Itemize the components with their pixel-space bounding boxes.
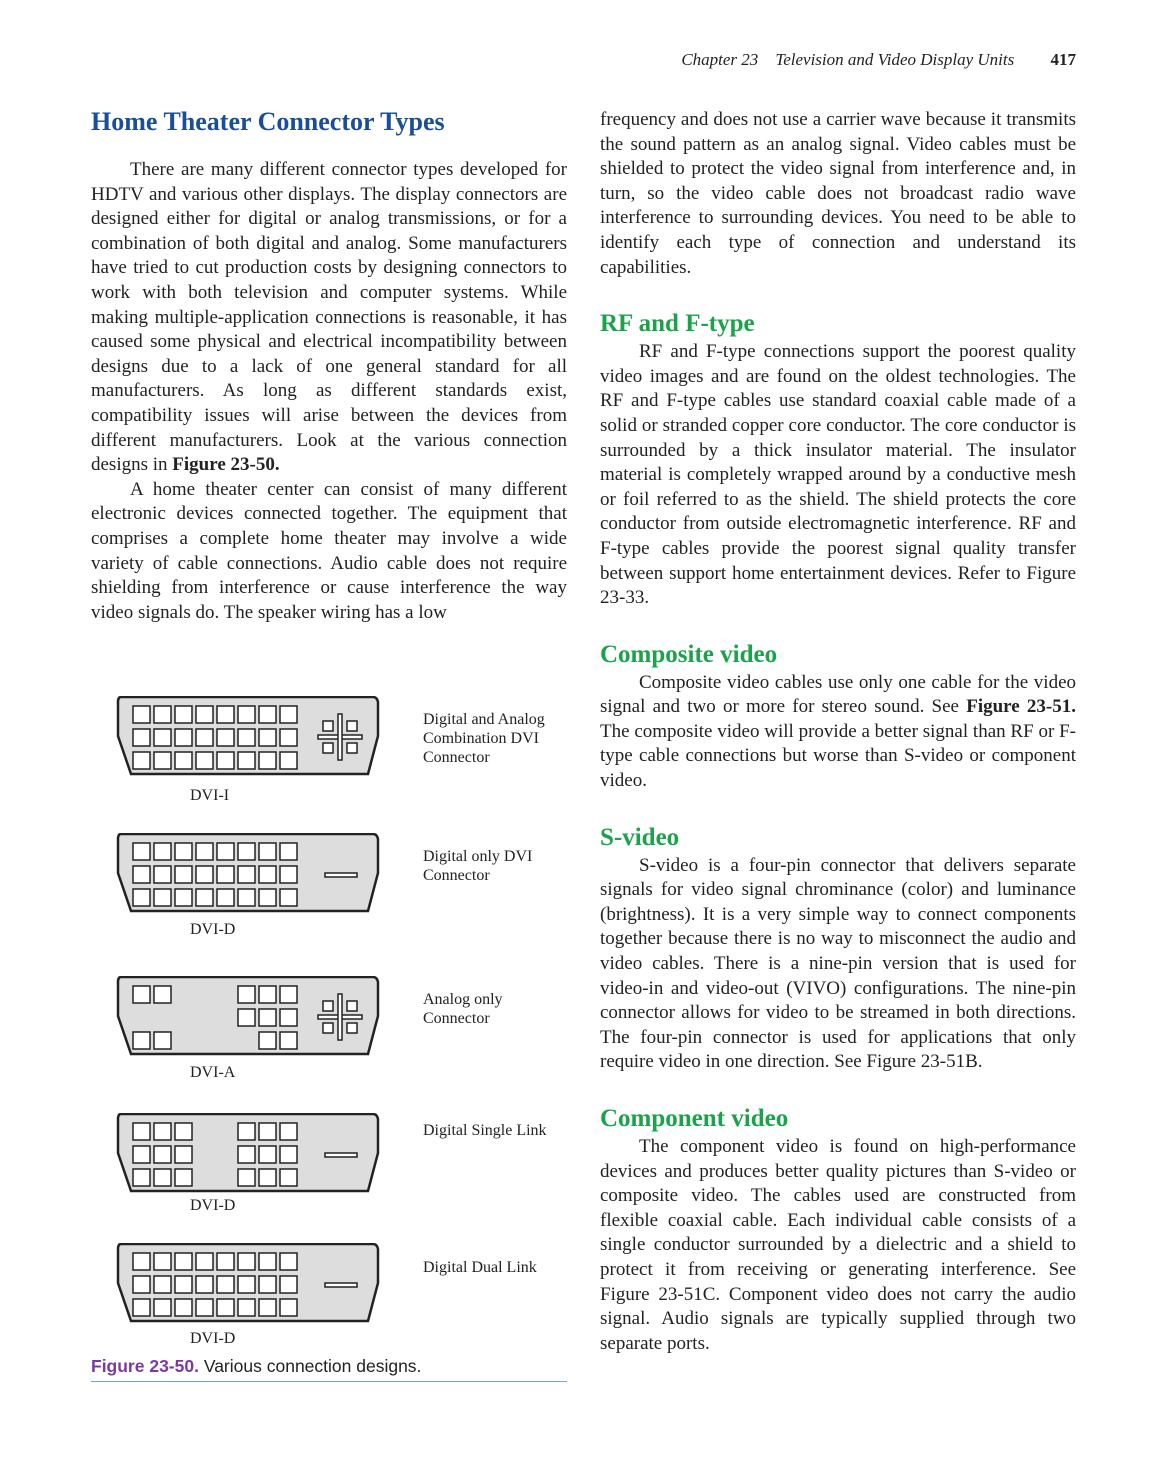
dvi-a-diagram — [115, 976, 385, 1058]
connector-name: DVI-I — [190, 787, 230, 804]
desc-line: Digital Single Link — [423, 1122, 547, 1139]
figure-caption-label: Figure 23-50. — [91, 1356, 199, 1376]
chapter-label: Chapter 23 — [681, 50, 759, 69]
desc-line: Connector — [423, 867, 490, 884]
connector-dvi-d-single — [115, 1113, 547, 1214]
component-heading: Component video — [600, 1105, 789, 1132]
connector-desc — [423, 1121, 591, 1140]
connector-dvi-d-dual — [115, 1243, 537, 1347]
chapter-title: Television and Video Display Units — [775, 50, 1015, 69]
svideo-paragraph: S-video is a four-pin connector that delivers separate signals for video signal chrominance (color) and luminance (brightness). It is a very simple way to connect components together because there is no way to misconnect the audio and video cables. There is a nine-pin version that is used for video-in and video-out (VIVO) configurations. The nine-pin connector allows for video to be streamed in both directions. The four-pin connector is used for applications that only require video in one direction. See Figure 23-51B. — [600, 854, 1076, 1073]
continued-paragraph: frequency and does not use a carrier wave because it transmits the sound pattern as an analog signal. Video cables must be shielded to protect the video signal from interference and, in turn, so the video cable does not broadcast radio wave interference to surrounding devices. You need to be able to identify each type of connection and understand its capabilities. — [600, 109, 1076, 278]
svideo-heading: S-video — [600, 823, 680, 851]
connector-name: DVI-D — [190, 1197, 236, 1214]
connector-name: DVI-D — [190, 1330, 236, 1347]
dvi-d-diagram — [115, 833, 385, 915]
desc-line: Digital Dual Link — [423, 1259, 537, 1276]
connector-desc — [423, 847, 591, 885]
page-number: 417 — [1050, 50, 1076, 69]
rf-paragraph: RF and F-type connections support the poorest quality video images and are found on the oldest technologies. The RF and F-type cables use standard coaxial cable made of a solid or stranded copper core conductor. The core conductor is surrounded by a thick insulator material. The insulator material is completely wrapped around by a conductive mesh or foil referred to as the shield. The shield protects the core conductor from outside electromagnetic interference. RF and F-type cables provide the poorest signal quality transfer between support home entertainment devices. Refer to Figure 23-33. — [600, 341, 1076, 609]
right-column — [600, 108, 1076, 1356]
connector-name: DVI-D — [190, 921, 236, 938]
connector-dvi-a — [115, 976, 503, 1081]
dvi-i-diagram — [115, 696, 385, 778]
composite-text-1: Composite video cables use only one cable for the video signal and two or more for stereo sound. See — [600, 671, 1076, 718]
desc-line: Digital and Analog — [423, 711, 545, 728]
connector-name: DVI-A — [190, 1064, 236, 1081]
desc-line: Digital only DVI — [423, 848, 533, 865]
left-column — [91, 108, 567, 625]
running-head — [0, 50, 1076, 70]
connector-dvi-i — [115, 696, 545, 804]
composite-text-2: The composite video will provide a better signal than RF or F-type cable connections but worse than S-video or component video. — [600, 720, 1076, 792]
connector-dvi-d-1 — [115, 833, 533, 938]
paragraph-1-text: There are many different connector types developed for HDTV and various other displays. The display connectors are designed either for digital or analog transmissions, or for a combination of both digital and analog. Some manufacturers have tried to cut production costs by designing connectors to work with both television and computer systems. While making multiple-application connections is reasonable, it has caused some physical and electrical incompatibility between designs due to a lack of one general standard for all manufacturers. As long as different standards exist, compatibility issues will arise between the devices from different manufacturers. Look at the various connection designs in — [91, 159, 567, 476]
paragraph-1 — [91, 158, 567, 478]
composite-paragraph — [600, 671, 1076, 794]
component-paragraph: The component video is found on high-performance devices and produces better quality pictures than S-video or composite video. The cables used are constructed from flexible coaxial cable. Each individual cable consists of a single conductor surrounded by a dielectric and a shield to protect it from receiving or generating interference. See Figure 23-51C. Component video does not carry the audio signal. Audio signals are typically supplied through two separate ports. — [600, 1136, 1076, 1354]
desc-line: Connector — [423, 1010, 490, 1027]
section-heading: Home Theater Connector Types — [91, 107, 445, 136]
figure-ref: Figure 23-50. — [172, 454, 280, 476]
composite-heading: Composite video — [600, 640, 778, 668]
paragraph-2: A home theater center can consist of many different electronic devices connected together. The equipment that comprises a complete home theater may involve a wide variety of cable connections. Audio cable does not require shielding from interference or cause interference the way video signals do. The speaker wiring has a low — [91, 478, 567, 623]
desc-line: Combination DVI — [423, 730, 539, 747]
connector-desc — [423, 1258, 591, 1277]
figure-caption — [91, 1356, 567, 1382]
dvi-d-single-diagram — [115, 1113, 385, 1195]
desc-line: Connector — [423, 749, 490, 766]
figure-23-50 — [91, 680, 567, 1400]
desc-line: Analog only — [423, 991, 503, 1008]
dvi-d-dual-diagram — [115, 1243, 385, 1325]
rf-heading: RF and F-type — [600, 310, 755, 338]
connector-desc — [423, 710, 591, 767]
figure-ref: Figure 23-51. — [966, 696, 1076, 718]
figure-caption-text: Various connection designs. — [198, 1356, 422, 1376]
connector-desc — [423, 990, 591, 1028]
